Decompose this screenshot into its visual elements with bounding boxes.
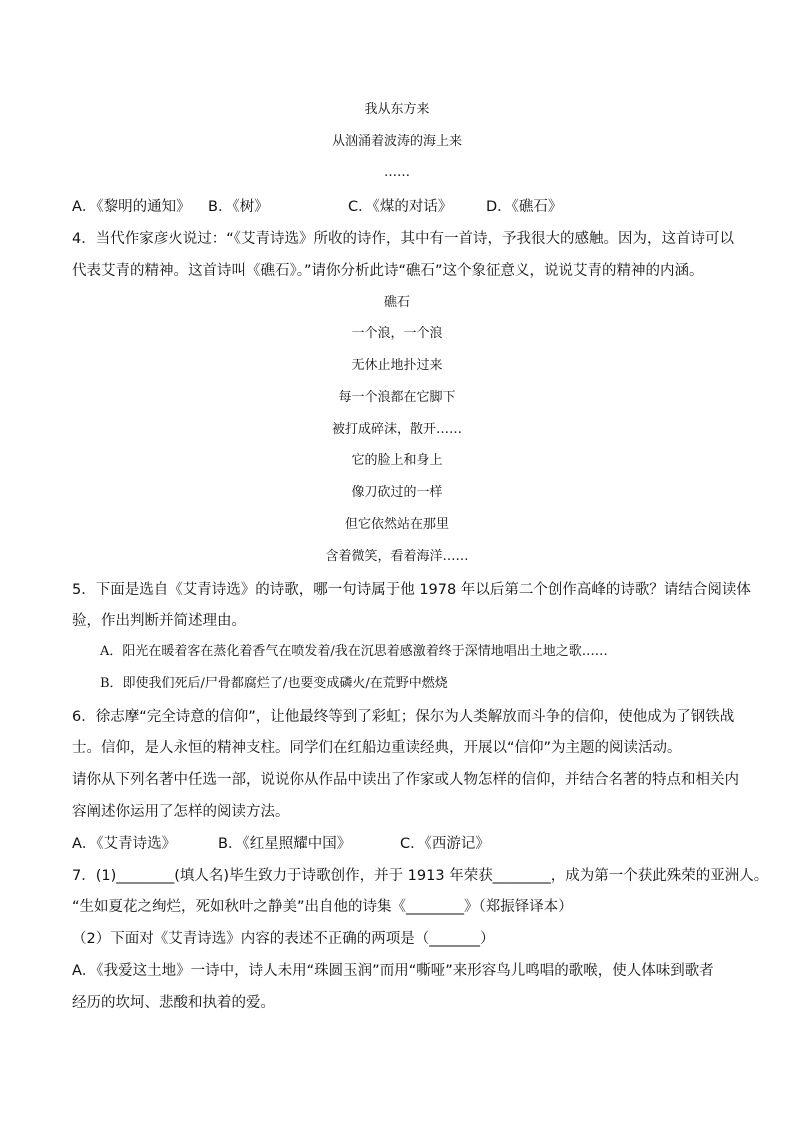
poem2-line-8: 含着微笑，看着海洋…… — [325, 549, 469, 564]
q5-text-line-1: 5．下面是选自《艾青诗选》的诗歌，哪一句诗属于他 1978 年以后第二个创作高峰的诗歌？请结合阅读体 — [72, 582, 751, 598]
q3-option-d: D．《礁石》 — [486, 199, 563, 215]
poem2-line-2: 无休止地扑过来 — [351, 358, 443, 373]
q6-option-c: C．《西游记》 — [400, 836, 490, 852]
poem2-line-3: 每一个浪都在它脚下 — [338, 390, 456, 405]
poem1-line-2: 从汹涌着波涛的海上来 — [331, 134, 462, 149]
q5-option-a: A．阳光在暖着客在蒸化着香气在喷发着/我在沉思着感激着终于深情地唱出土地之歌…… — [100, 644, 608, 659]
poem2-line-7: 但它依然站在那里 — [344, 517, 449, 532]
q6-option-b: B．《红星照耀中国》 — [218, 836, 352, 852]
q3-option-b: B．《树》 — [208, 199, 269, 215]
poem2-line-5: 它的脸上和身上 — [351, 453, 443, 468]
poem1-ellipsis: …… — [384, 165, 410, 180]
q6-text-line-3: 请你从下列名著中任选一部，说说你从作品中读出了作家或人物怎样的信仰，并结合名著的特点和相关内 — [72, 772, 739, 788]
q6-text-line-2: 士。信仰，是人永恒的精神支柱。同学们在红船边重读经典，开展以“信仰”为主题的阅读活动。 — [72, 740, 682, 756]
q6-text-line-1: 6．徐志摩“完全诗意的信仰”，让他最终等到了彩虹；保尔为人类解放而斗争的信仰，使他成为了钢铁战 — [72, 709, 735, 725]
q4-text-line-1: 4．当代作家彦火说过：“《艾青诗选》所收的诗作，其中有一首诗，予我很大的感触。因为，这首诗可以 — [72, 231, 734, 247]
q7-text-line-3: （2）下面对《艾青诗选》内容的表述不正确的两项是（_______） — [72, 931, 495, 947]
q5-option-b: B．即使我们死后/尸骨都腐烂了/也要变成磷火/在荒野中燃烧 — [100, 676, 448, 691]
q6-text-line-4: 容阐述你运用了怎样的阅读方法。 — [72, 804, 290, 820]
q3-option-a: A．《黎明的通知》 — [72, 199, 191, 215]
poem2-line-4: 被打成碎沫，散开…… — [331, 422, 462, 437]
q7-text-line-2: “生如夏花之绚烂，死如秋叶之静美”出自他的诗集《________》（郑振铎译本） — [72, 899, 573, 915]
q3-option-c: C．《煤的对话》 — [348, 199, 453, 215]
q7-text-line-1: 7．(1)________(填人名)毕生致力于诗歌创作，并于 1913 年荣获________，成为第一个获此殊荣的亚洲人。 — [72, 868, 769, 884]
poem2-title: 礁石 — [383, 295, 410, 310]
poem2-line-6: 像刀砍过的一样 — [351, 485, 443, 500]
q5-text-line-2: 验，作出判断并简述理由。 — [72, 613, 246, 629]
poem1-line-1: 我从东方来 — [364, 102, 430, 117]
q4-text-line-2: 代表艾青的精神。这首诗叫《礁石》。”请你分析此诗“礁石”这个象征意义，说说艾青的精神的内涵。 — [72, 263, 704, 279]
poem2-line-1: 一个浪，一个浪 — [351, 326, 443, 341]
q7-text-line-4: A．《我爱这土地》一诗中，诗人未用“珠圆玉润”而用“嘶哑”来形容鸟儿鸣唱的歌喉，使人体味到歌者 — [72, 963, 714, 979]
q7-text-line-5: 经历的坎坷、悲酸和执着的爱。 — [72, 995, 275, 1011]
q6-option-a: A．《艾青诗选》 — [72, 836, 177, 852]
